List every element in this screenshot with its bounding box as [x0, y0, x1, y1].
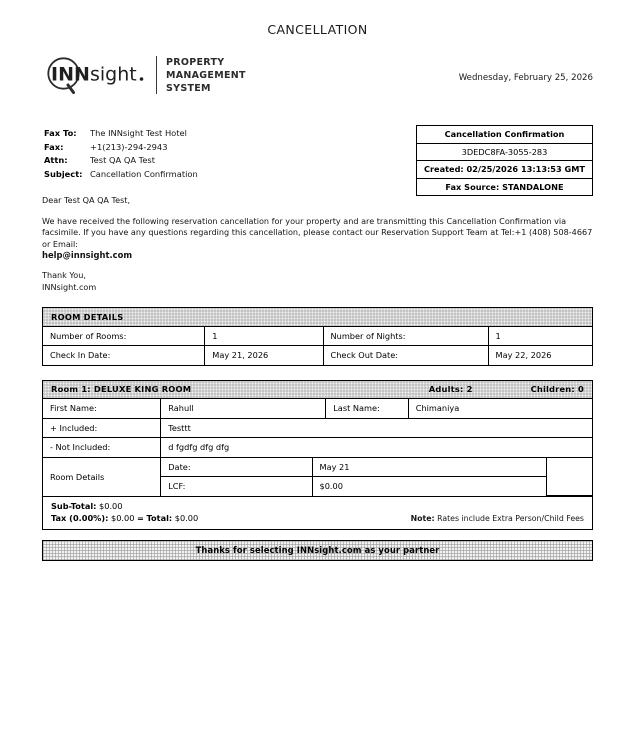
check-in-label: Check In Date: [43, 346, 205, 366]
first-name-label: First Name: [43, 399, 161, 419]
confirmation-created: Created: 02/25/2026 13:13:53 GMT [417, 161, 592, 179]
table-row [43, 326, 593, 346]
room-details-section [42, 307, 593, 366]
subject-label: Subject: [44, 168, 83, 179]
table-row [43, 497, 593, 530]
confirmation-box [416, 125, 593, 196]
subject-value: Cancellation Confirmation [90, 168, 198, 179]
letter-signature: INNsight.com [42, 281, 97, 292]
page-title: CANCELLATION [267, 22, 368, 37]
room-details-subtable-host [161, 457, 593, 497]
logo-tagline [166, 56, 246, 95]
number-of-nights-value: 1 [488, 326, 593, 346]
first-name-value: Rahull [161, 399, 326, 419]
rate-date-value: May 21 [312, 458, 547, 477]
not-included-label: - Not Included: [43, 438, 161, 458]
logo-tagline-line3: SYSTEM [166, 82, 211, 94]
fax-to-row [44, 127, 198, 141]
number-of-nights-label: Number of Nights: [323, 326, 488, 346]
table-row [161, 458, 592, 477]
lcf-label: LCF: [161, 477, 312, 496]
total-value: $0.00 [174, 512, 199, 523]
included-label: + Included: [43, 418, 161, 438]
table-row [43, 418, 593, 438]
fax-meta-block [44, 127, 198, 181]
fax-to-label: Fax To: [44, 128, 77, 138]
room-1-section [42, 380, 593, 531]
tax-percent: 0.00% [72, 512, 102, 523]
check-out-label: Check Out Date: [323, 346, 488, 366]
room-1-header [43, 380, 593, 399]
letter-closing: Thank You, [42, 269, 86, 280]
confirmation-heading: Cancellation Confirmation [417, 126, 592, 144]
fax-number-row [44, 141, 198, 155]
totals-left-group [51, 501, 198, 524]
number-of-rooms-label: Number of Rooms: [43, 326, 205, 346]
svg-text:INN: INN [51, 63, 90, 86]
letter-salutation: Dear Test QA QA Test, [42, 195, 131, 205]
support-email: help@innsight.com [42, 250, 133, 261]
room-1-children: Children: 0 [530, 384, 584, 395]
lcf-value: $0.00 [312, 477, 547, 496]
logo-tagline-line2: MANAGEMENT [166, 69, 246, 81]
confirmation-fax-source: Fax Source: STANDALONE [445, 181, 564, 192]
footer-banner: Thanks for selecting INNsight.com as your partner [42, 540, 593, 561]
tax-label-end: ): [101, 512, 109, 523]
included-value: Testtt [161, 418, 593, 438]
subtotal-value: $0.00 [99, 501, 123, 512]
rate-spacer-cell [547, 458, 592, 496]
room-details-subtable [161, 458, 592, 497]
fax-number-value: +1(213)-294-2943 [90, 141, 168, 152]
room-1-table [42, 380, 593, 531]
confirmation-code: 3DEDC8FA-3055-283 [417, 144, 592, 162]
subject-row [44, 168, 198, 182]
room-1-title: Room 1: DELUXE KING ROOM [51, 384, 192, 395]
table-row [161, 477, 592, 496]
check-in-value: May 21, 2026 [205, 346, 323, 366]
rates-note [411, 514, 584, 524]
room-details-header: ROOM DETAILS [43, 308, 593, 327]
fax-number-label: Fax: [44, 141, 64, 152]
document-date: Wednesday, February 25, 2026 [458, 73, 593, 83]
svg-text:sight: sight [90, 63, 137, 86]
fax-to-value: The INNsight Test Hotel [90, 128, 187, 138]
rate-date-label: Date: [161, 458, 312, 477]
not-included-value: d fgdfg dfg dfg [161, 438, 593, 458]
letter-paragraph-text: We have received the following reservation cancellation for your property and are transmitting this Cancellation Confirmation via facsimile. If you have any questions regarding this cancellation, please contact our Reservation Support Team at Tel:+1 (408) 508-4667 or Email: [42, 215, 593, 249]
attn-row [44, 154, 198, 168]
rates-note-text: Rates include Extra Person/Child Fees [437, 514, 584, 524]
table-row [43, 380, 593, 399]
logo-divider [156, 56, 157, 94]
tax-value: $0.00 [110, 512, 135, 523]
attn-label: Attn: [44, 155, 68, 165]
tax-total-line [51, 513, 198, 525]
table-row [43, 308, 593, 327]
logo-tagline-line1: PROPERTY [166, 56, 225, 68]
check-out-value: May 22, 2026 [488, 346, 593, 366]
table-row [43, 438, 593, 458]
last-name-value: Chimaniya [408, 399, 592, 419]
table-row [43, 346, 593, 366]
room-details-table [42, 307, 593, 366]
equals-sign: = [137, 512, 144, 523]
meta-area [42, 127, 593, 191]
last-name-label: Last Name: [326, 399, 409, 419]
rates-note-label: Note: [410, 514, 435, 524]
total-label: Total: [146, 512, 173, 523]
letter-body [42, 195, 593, 293]
brand-logo [42, 55, 246, 95]
table-row [43, 457, 593, 497]
letter-paragraph [42, 216, 593, 251]
innsight-logo-icon [42, 55, 150, 95]
subtotal-line [51, 501, 198, 513]
totals-cell [43, 497, 593, 530]
number-of-rooms-value: 1 [205, 326, 323, 346]
attn-value: Test QA QA Test [90, 155, 156, 165]
document-header [42, 55, 593, 113]
table-row [43, 399, 593, 419]
tax-label: Tax ( [51, 512, 73, 523]
room-1-adults: Adults: 2 [428, 384, 473, 395]
subtotal-label: Sub-Total: [51, 501, 97, 512]
room-details-sub-label: Room Details [43, 457, 161, 497]
